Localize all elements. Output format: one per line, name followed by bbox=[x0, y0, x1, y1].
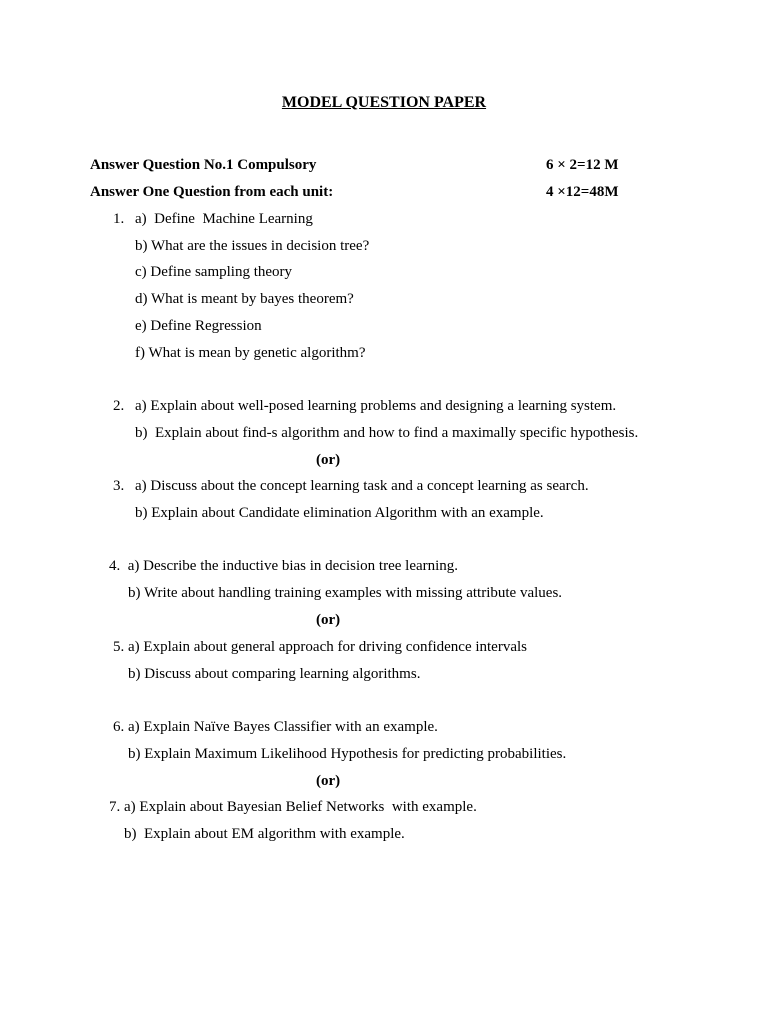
question-1d: d) What is meant by bayes theorem? bbox=[135, 291, 354, 307]
question-2-number: 2. bbox=[113, 398, 125, 414]
question-2b: b) Explain about find-s algorithm and how to find a maximally specific hypothesis. bbox=[135, 425, 639, 441]
page-title: MODEL QUESTION PAPER bbox=[281, 94, 487, 111]
or-separator-2: (or) bbox=[316, 612, 341, 628]
question-1-number: 1. bbox=[113, 211, 125, 227]
question-7b: b) Explain about EM algorithm with example. bbox=[124, 826, 405, 842]
question-3-number: 3. bbox=[113, 478, 125, 494]
question-1f: f) What is mean by genetic algorithm? bbox=[135, 345, 366, 361]
question-7a: 7. a) Explain about Bayesian Belief Networks with example. bbox=[109, 799, 477, 815]
question-1c: c) Define sampling theory bbox=[135, 264, 293, 280]
question-1e: e) Define Regression bbox=[135, 318, 262, 334]
instruction-each-unit: Answer One Question from each unit: bbox=[90, 184, 334, 200]
question-4b: b) Write about handling training examples with missing attribute values. bbox=[128, 585, 563, 601]
question-5b: b) Discuss about comparing learning algorithms. bbox=[128, 666, 421, 682]
or-separator-1: (or) bbox=[316, 452, 341, 468]
instruction-compulsory-marks: 6 × 2=12 M bbox=[546, 157, 619, 173]
question-3a: a) Discuss about the concept learning task and a concept learning as search. bbox=[135, 478, 589, 494]
question-5a: 5. a) Explain about general approach for driving confidence intervals bbox=[113, 639, 528, 655]
question-3b: b) Explain about Candidate elimination Algorithm with an example. bbox=[135, 505, 544, 521]
question-6a: 6. a) Explain Naïve Bayes Classifier with an example. bbox=[113, 719, 438, 735]
question-2a: a) Explain about well-posed learning problems and designing a learning system. bbox=[135, 398, 617, 414]
question-1a: a) Define Machine Learning bbox=[135, 211, 313, 227]
question-1b: b) What are the issues in decision tree? bbox=[135, 238, 370, 254]
or-separator-3: (or) bbox=[316, 773, 341, 789]
question-4a: 4. a) Describe the inductive bias in decision tree learning. bbox=[109, 558, 459, 574]
question-6b: b) Explain Maximum Likelihood Hypothesis for predicting probabilities. bbox=[128, 746, 567, 762]
instruction-each-unit-marks: 4 ×12=48M bbox=[546, 184, 619, 200]
instruction-compulsory: Answer Question No.1 Compulsory bbox=[90, 157, 317, 173]
